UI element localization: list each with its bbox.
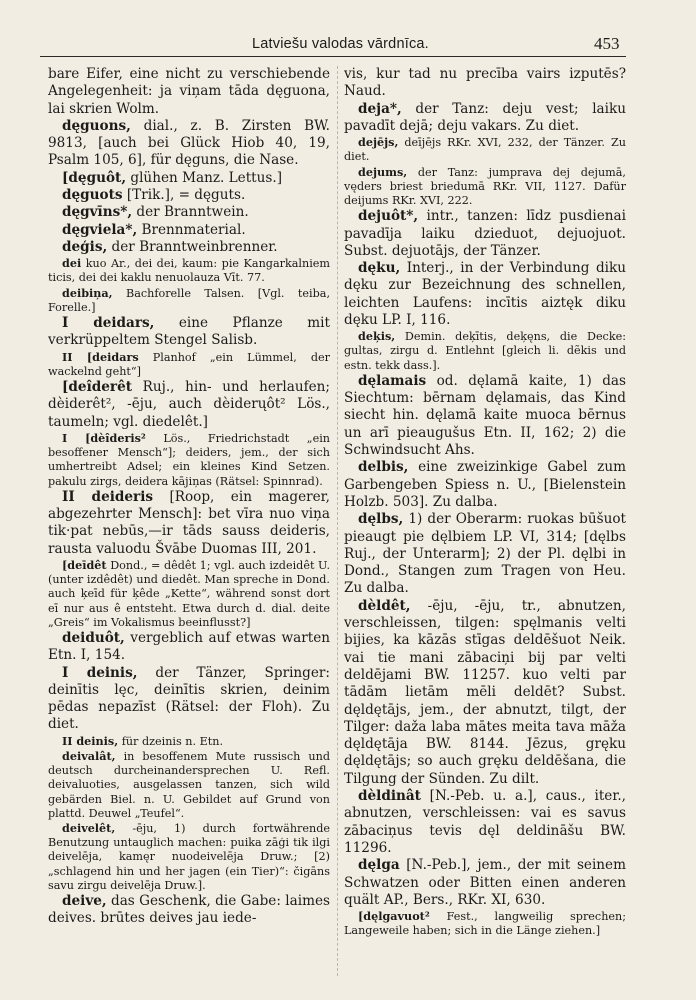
entry-headword: deiduôt, bbox=[62, 629, 125, 646]
entry-headword: II deinis, bbox=[62, 733, 119, 748]
entry-definition: Interj., in der Verbindung diku dęku zur Bezeichnung des schnellen, leichten Laufens: incītis aiztęk diku dęku LP. I, 116. bbox=[344, 260, 626, 328]
entry-definition: der Branntwein. bbox=[132, 204, 249, 221]
entry-headword: dei bbox=[62, 256, 82, 271]
entry-definition: Bachforelle Talsen. [Vgl. teiba, Forelle.] bbox=[48, 286, 330, 314]
entry-headword: dejums, bbox=[358, 164, 408, 179]
dictionary-entry bbox=[48, 734, 330, 749]
entry-headword: [deîderêt bbox=[62, 379, 132, 396]
entry-headword: dęgvīns*, bbox=[62, 204, 133, 221]
entry-definition: Lös., Friedrichstadt „ein besoffener Mensch“]; deiders, jem., der sich umhertreibt Adsel; ein kleines Kind Setzen. pakulu zirgs, deidera kājiņas (Rätsel: Spinnrad). bbox=[48, 431, 330, 488]
dictionary-entry bbox=[344, 598, 626, 788]
entry-headword: deivalât, bbox=[62, 748, 116, 763]
entry-definition: [Roop, ein magerer, abgezehrter Mensch]: bet vīra nuo viņa tik·pat nebūs,—ir tāds sauss deideris, rausta valuodu Švābe Duomas III, 201. bbox=[48, 488, 330, 557]
dictionary-entry bbox=[344, 857, 626, 909]
entry-headword: II deideris bbox=[62, 488, 154, 505]
entry-headword: deive, bbox=[62, 893, 107, 909]
entry-headword: [deīdêt bbox=[62, 557, 107, 572]
entry-definition: glühen Manz. Lettus.] bbox=[126, 169, 282, 186]
dictionary-entry bbox=[48, 379, 330, 431]
dictionary-entry bbox=[48, 222, 330, 239]
dictionary-entry bbox=[48, 286, 330, 315]
dictionary-entry bbox=[344, 511, 626, 597]
entry-definition: Demin. deķītis, deķęns, die Decke: gultas, zirgu d. Entlehnt [gleich li. dẽkis und estn. tekk dass.]. bbox=[344, 330, 626, 372]
entry-headword: deģis, bbox=[62, 238, 108, 255]
entry-headword: dęlbs, bbox=[358, 511, 404, 528]
dictionary-entry bbox=[344, 788, 626, 857]
right-column bbox=[344, 66, 626, 986]
dictionary-entry bbox=[344, 260, 626, 329]
dictionary-entry bbox=[48, 187, 330, 204]
entry-headword: dęlga bbox=[358, 857, 400, 874]
page-header bbox=[0, 0, 696, 64]
dictionary-entry bbox=[344, 373, 626, 459]
dictionary-entry bbox=[48, 118, 330, 170]
entry-definition: das Geschenk, die Gabe: laimes deives. brūtes deives jau iede- bbox=[48, 893, 330, 927]
dictionary-entry bbox=[48, 239, 330, 256]
entry-headword: [dęguôt, bbox=[62, 169, 127, 186]
entry-headword: I deinis, bbox=[62, 664, 138, 681]
entry-headword: dejējs, bbox=[358, 135, 399, 150]
dictionary-entry bbox=[48, 204, 330, 221]
dictionary-entry bbox=[48, 66, 330, 118]
entry-headword: dęlamais bbox=[358, 372, 427, 389]
dictionary-entry bbox=[48, 749, 330, 821]
dictionary-entry bbox=[344, 459, 626, 511]
entry-definition: in besoffenem Mute russisch und deutsch durcheinandersprechen U. Refl. deivaluoties, ausgelassen tanzen, sich wild gebärden Biel. n. U. Gebildet auf Grund von plattd. Deuwel „Teufel“. bbox=[48, 749, 330, 820]
entry-definition: kuo Ar., dei dei, kaum: pie Kangarkalniem ticis, dei dei kaklu nenuolauza Vīt. 77. bbox=[48, 257, 330, 285]
entry-headword: deivelêt, bbox=[62, 820, 116, 835]
entry-definition: od. dęlamā kaite, 1) das Siechtum: bērnam dęlamais, das Kind siecht hin. dęlamā kaite muoca bērnus un arī pieaugušus Etn. II, 162; 2) die Schwindsucht Ahs. bbox=[344, 372, 626, 459]
running-title: Latviešu valodas vārdnīca. bbox=[252, 36, 429, 52]
dictionary-entry bbox=[48, 315, 330, 350]
dictionary-entry bbox=[48, 489, 330, 558]
dictionary-entry bbox=[48, 256, 330, 285]
entry-definition: [N.-Peb. u. a.], caus., iter., abnutzen, verschleissen: vai es savus zābaciņus tevis dęl deldināšu BW. 11296. bbox=[344, 788, 626, 856]
dictionary-entry bbox=[48, 665, 330, 734]
dictionary-entry bbox=[344, 101, 626, 136]
entry-definition: 1) der Oberarm: ruokas būšuot pieaugt pie dęlbiem LP. VI, 314; [dęlbs Ruj., der Unterarm]; 2) der Pl. dęlbi in Dond., Stangen zum Tragen von Heu. Zu dalba. bbox=[344, 511, 626, 597]
entry-definition: der Branntweinbrenner. bbox=[107, 238, 278, 255]
entry-definition: der Tanz: deju vest; laiku pavadīt dejā; deju vakars. Zu diet. bbox=[344, 100, 626, 134]
entry-definition: vis, kur tad nu precība vairs izputēs? Naud. bbox=[344, 66, 626, 100]
entry-definition: bare Eifer, eine nicht zu verschiebende Angelegenheit: ja viņam tāda dęguona, lai skrien Wolm. bbox=[48, 66, 330, 117]
entry-headword: dęgviela*, bbox=[62, 221, 138, 238]
entry-definition: dial., z. B. Zirsten BW. 9813, [auch bei Glück Hiob 40, 19, Psalm 105, 6], für dęguns, die Nase. bbox=[48, 117, 330, 169]
entry-definition: -ēju, -ēju, tr., abnutzen, verschleissen, tilgen: spęlmanis velti bijies, ka kāzās stīgas deldēšuot Neik. vai tie mani zābaciņi bij par velti deldējami BW. 11257. kuo velti par tādām lietām mēli deldēt? Subst. dęldętājs, jem., der abnutzt, tilgt, der Tilger: daža laba mātes meita tava māža dęldętāja BW. 8144. Jēzus, gręku dęldętājs; so auch gręku deldēšana, die Tilgung der Sünden. Zu dilt. bbox=[344, 597, 626, 787]
entry-headword: dęguots bbox=[62, 187, 123, 204]
entry-headword: I [dèîderis² bbox=[62, 430, 146, 445]
dictionary-entry bbox=[48, 350, 330, 379]
entry-definition: der Tänzer, Springer: deinītis lęc, deinītis skrien, deinim pēdas nepazīst (Rätsel: der Floh). Zu diet. bbox=[48, 664, 330, 733]
dictionary-entry bbox=[48, 630, 330, 665]
entry-definition: -ēju, 1) durch fortwährende Benutzung untauglich machen: puika zāģi tik ilgi deivelēja, kamęr nuodeivelēja Druw.; [2) „schlagend hin und her jagen (ein Tier)“: čigāns savu zirgu deivelēja Druw.]. bbox=[48, 821, 330, 892]
column-divider bbox=[337, 66, 338, 976]
entry-headword: dejuôt*, bbox=[358, 208, 419, 225]
entry-definition: deījējs RKr. XVI, 232, der Tänzer. Zu diet. bbox=[344, 136, 626, 164]
entry-headword: deja*, bbox=[358, 100, 402, 117]
left-column bbox=[48, 66, 330, 986]
dictionary-entry bbox=[48, 893, 330, 928]
entry-headword: deķis, bbox=[358, 329, 396, 344]
dictionary-entry bbox=[344, 66, 626, 101]
entry-definition: Fest., langweilig sprechen; Langeweile haben; sich in die Länge ziehen.] bbox=[344, 910, 626, 938]
entry-headword: deibiņa, bbox=[62, 285, 113, 300]
dictionary-entry bbox=[48, 558, 330, 630]
entry-headword: [dęlgavuot² bbox=[358, 909, 430, 924]
entry-definition: Planhof „ein Lümmel, der wackelnd geht“] bbox=[48, 350, 330, 378]
entry-headword: dęku, bbox=[358, 260, 401, 277]
entry-definition: eine zweizinkige Gabel zum Garbengeben Spiess n. U., [Bielenstein Holzb. 503]. Zu dalba. bbox=[344, 459, 626, 510]
dictionary-entry bbox=[344, 329, 626, 373]
header-rule bbox=[40, 56, 626, 57]
entry-definition: vergeblich auf etwas warten Etn. I, 154. bbox=[48, 629, 330, 664]
entry-definition: für dzeinis n. Etn. bbox=[118, 734, 224, 748]
entry-definition: intr., tanzen: līdz pusdienai pavadīja laiku dzieduot, dejuojuot. Subst. dejuotājs, der Tänzer. bbox=[344, 208, 626, 259]
entry-definition: der Tanz: jumprava dej dejumā, vęders briest briedumā RKr. VII, 1127. Dafür deijums RKr. XVI, 222. bbox=[344, 165, 626, 207]
page-number: 453 bbox=[594, 34, 620, 53]
entry-definition: Dond., = dêdêt 1; vgl. auch izdeidêt U. (unter izdêdêt) und diedêt. Man spreche in Dond. auch ķeīd für ķêde „Kette“, während sonst dort eī nur aus ê entsteht. Etwa durch d. dial. deite „Greis“ im Vokalismus beeinflusst?] bbox=[48, 558, 330, 629]
entry-headword: I deidars, bbox=[62, 315, 155, 332]
entry-definition: [Trik.], = dęguts. bbox=[122, 187, 246, 204]
entry-headword: dęguons, bbox=[62, 117, 131, 134]
entry-definition: eine Pflanze mit verkrüppeltem Stengel Salisb. bbox=[48, 315, 330, 349]
entry-headword: dèldinât bbox=[358, 788, 421, 805]
entry-headword: II [deidars bbox=[62, 349, 139, 364]
entry-headword: delbis, bbox=[358, 459, 409, 476]
dictionary-entry bbox=[344, 165, 626, 209]
dictionary-entry bbox=[48, 170, 330, 187]
dictionary-entry bbox=[344, 208, 626, 260]
dictionary-entry bbox=[48, 431, 330, 489]
dictionary-entry bbox=[344, 909, 626, 938]
entry-definition: [N.-Peb.], jem., der mit seinem Schwatzen oder Bitten einen anderen quält AP., Bers., RKr. XI, 630. bbox=[344, 857, 626, 908]
entry-definition: Ruj., hin- und herlaufen; dèiderêt², -ēju, auch dèiderųôt² Lös., taumeln; vgl. diedelêt.] bbox=[48, 379, 330, 430]
entry-definition: Brennmaterial. bbox=[137, 221, 246, 238]
entry-headword: dèldêt, bbox=[358, 597, 411, 614]
dictionary-entry bbox=[344, 135, 626, 164]
dictionary-entry bbox=[48, 821, 330, 893]
